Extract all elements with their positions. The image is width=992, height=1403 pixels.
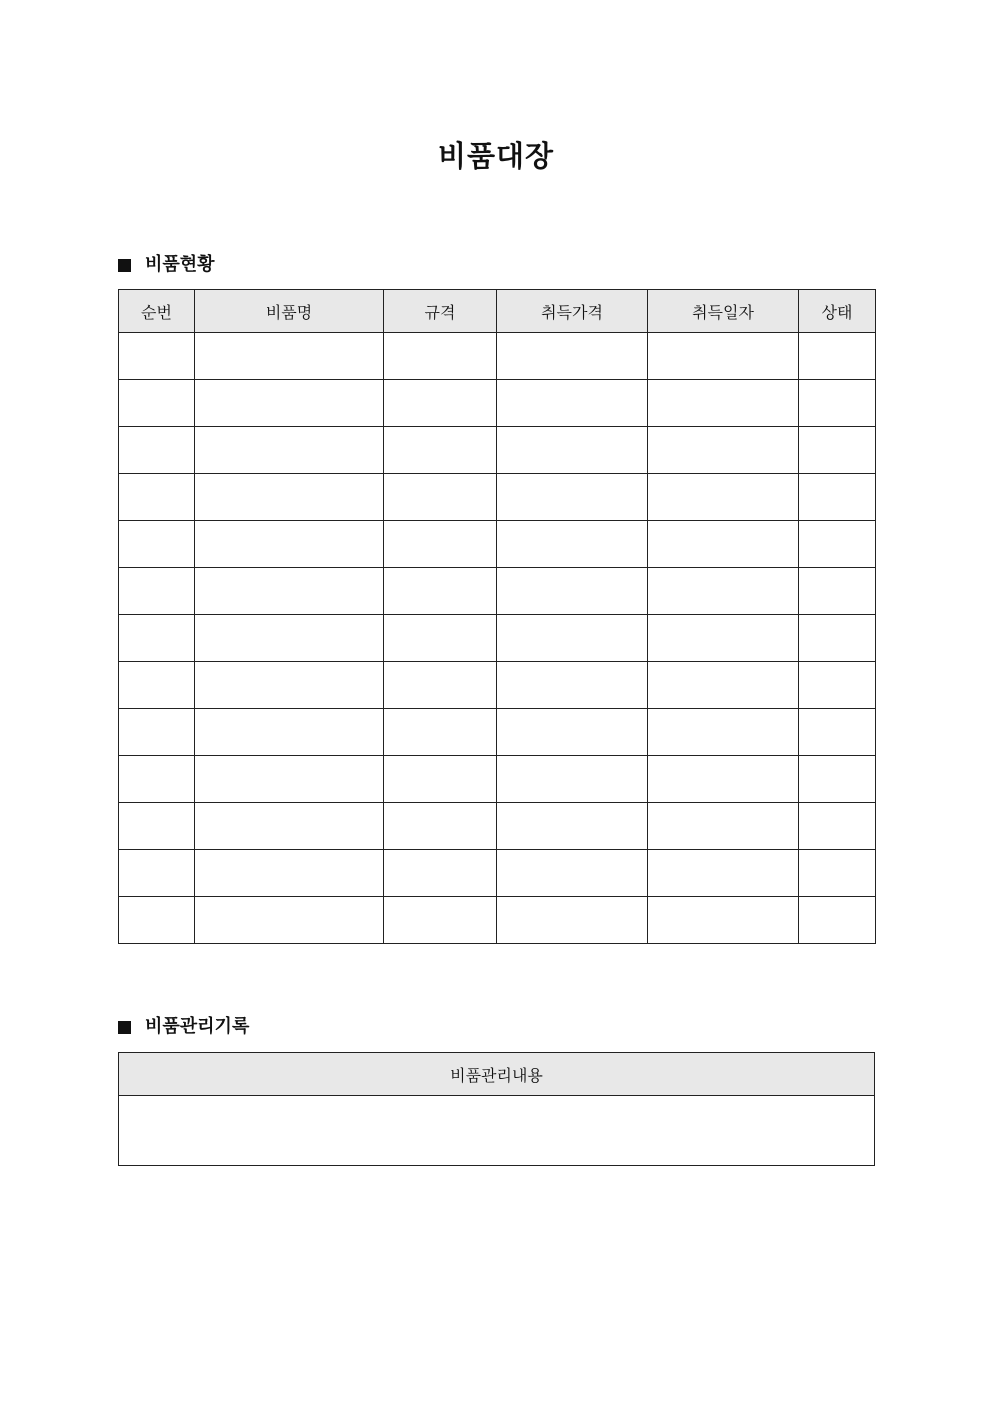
table-cell[interactable]: [799, 756, 876, 803]
table-row: [119, 427, 876, 474]
table-cell[interactable]: [497, 756, 648, 803]
table-cell[interactable]: [799, 709, 876, 756]
table-cell[interactable]: [195, 333, 384, 380]
table-cell[interactable]: [195, 897, 384, 944]
column-header-status: 상태: [799, 290, 876, 333]
table-cell[interactable]: [119, 333, 195, 380]
table-cell[interactable]: [799, 427, 876, 474]
table-cell[interactable]: [648, 662, 799, 709]
table-cell[interactable]: [119, 427, 195, 474]
section-heading-label: 비품관리기록: [145, 1016, 250, 1037]
table-cell[interactable]: [648, 803, 799, 850]
table-cell[interactable]: [195, 380, 384, 427]
table-cell[interactable]: [119, 850, 195, 897]
table-cell[interactable]: [648, 897, 799, 944]
section-heading-inventory: [118, 253, 215, 277]
table-row: [119, 1096, 875, 1166]
table-row: [119, 568, 876, 615]
table-cell[interactable]: [799, 615, 876, 662]
table-cell[interactable]: [799, 333, 876, 380]
table-cell[interactable]: [195, 521, 384, 568]
table-cell[interactable]: [648, 756, 799, 803]
table-row: [119, 615, 876, 662]
column-header-item-name: 비품명: [195, 290, 384, 333]
table-cell[interactable]: [799, 521, 876, 568]
table-cell[interactable]: [497, 521, 648, 568]
table-cell[interactable]: [384, 521, 497, 568]
table-cell[interactable]: [648, 380, 799, 427]
square-bullet-icon: [118, 259, 131, 272]
table-cell[interactable]: [648, 709, 799, 756]
management-content-cell[interactable]: [119, 1096, 875, 1166]
table-cell[interactable]: [119, 568, 195, 615]
table-cell[interactable]: [799, 568, 876, 615]
management-table: [118, 1052, 875, 1166]
page-title: 비품대장: [437, 139, 555, 173]
table-cell[interactable]: [119, 803, 195, 850]
table-cell[interactable]: [799, 803, 876, 850]
table-cell[interactable]: [497, 474, 648, 521]
table-cell[interactable]: [497, 333, 648, 380]
table-cell[interactable]: [195, 850, 384, 897]
column-header-price: 취득가격: [497, 290, 648, 333]
table-cell[interactable]: [384, 333, 497, 380]
table-cell[interactable]: [799, 662, 876, 709]
table-cell[interactable]: [384, 803, 497, 850]
table-row: [119, 756, 876, 803]
table-row: [119, 709, 876, 756]
table-cell[interactable]: [384, 850, 497, 897]
table-cell[interactable]: [384, 474, 497, 521]
table-cell[interactable]: [384, 427, 497, 474]
square-bullet-icon: [118, 1021, 131, 1034]
table-cell[interactable]: [648, 333, 799, 380]
table-cell[interactable]: [648, 474, 799, 521]
table-cell[interactable]: [648, 521, 799, 568]
table-row: [119, 380, 876, 427]
section-heading-label: 비품현황: [145, 254, 215, 275]
column-header-date: 취득일자: [648, 290, 799, 333]
column-header-spec: 규격: [384, 290, 497, 333]
table-cell[interactable]: [799, 380, 876, 427]
table-cell[interactable]: [384, 709, 497, 756]
table-cell[interactable]: [648, 427, 799, 474]
table-cell[interactable]: [799, 897, 876, 944]
table-cell[interactable]: [195, 427, 384, 474]
inventory-table: [118, 289, 876, 944]
table-cell[interactable]: [497, 427, 648, 474]
table-row: [119, 897, 876, 944]
table-cell[interactable]: [119, 615, 195, 662]
table-cell[interactable]: [497, 568, 648, 615]
table-cell[interactable]: [384, 662, 497, 709]
table-cell[interactable]: [384, 568, 497, 615]
table-cell[interactable]: [497, 615, 648, 662]
table-cell[interactable]: [648, 850, 799, 897]
table-cell[interactable]: [384, 615, 497, 662]
column-header-no: 순번: [119, 290, 195, 333]
table-row: [119, 662, 876, 709]
table-cell[interactable]: [497, 850, 648, 897]
table-cell[interactable]: [799, 850, 876, 897]
table-cell[interactable]: [497, 380, 648, 427]
table-cell[interactable]: [119, 474, 195, 521]
table-cell[interactable]: [648, 568, 799, 615]
table-cell[interactable]: [384, 756, 497, 803]
table-cell[interactable]: [119, 521, 195, 568]
table-cell[interactable]: [195, 662, 384, 709]
table-row: [119, 474, 876, 521]
table-cell[interactable]: [497, 709, 648, 756]
inventory-table-body: [119, 333, 876, 944]
table-cell[interactable]: [497, 897, 648, 944]
section-heading-management: [118, 1015, 249, 1039]
table-cell[interactable]: [799, 474, 876, 521]
table-cell[interactable]: [195, 803, 384, 850]
table-cell[interactable]: [497, 803, 648, 850]
column-header-management-content: 비품관리내용: [119, 1053, 875, 1096]
table-row: [119, 803, 876, 850]
table-cell[interactable]: [648, 615, 799, 662]
table-cell[interactable]: [195, 568, 384, 615]
table-header-row: [119, 1053, 875, 1096]
table-cell[interactable]: [195, 709, 384, 756]
table-cell[interactable]: [195, 756, 384, 803]
table-cell[interactable]: [119, 756, 195, 803]
table-cell[interactable]: [119, 897, 195, 944]
table-cell[interactable]: [384, 897, 497, 944]
table-row: [119, 850, 876, 897]
table-cell[interactable]: [497, 662, 648, 709]
table-header-row: [119, 290, 876, 333]
table-cell[interactable]: [195, 615, 384, 662]
table-cell[interactable]: [119, 662, 195, 709]
table-row: [119, 333, 876, 380]
table-cell[interactable]: [195, 474, 384, 521]
table-row: [119, 521, 876, 568]
table-cell[interactable]: [119, 380, 195, 427]
table-cell[interactable]: [119, 709, 195, 756]
table-cell[interactable]: [384, 380, 497, 427]
